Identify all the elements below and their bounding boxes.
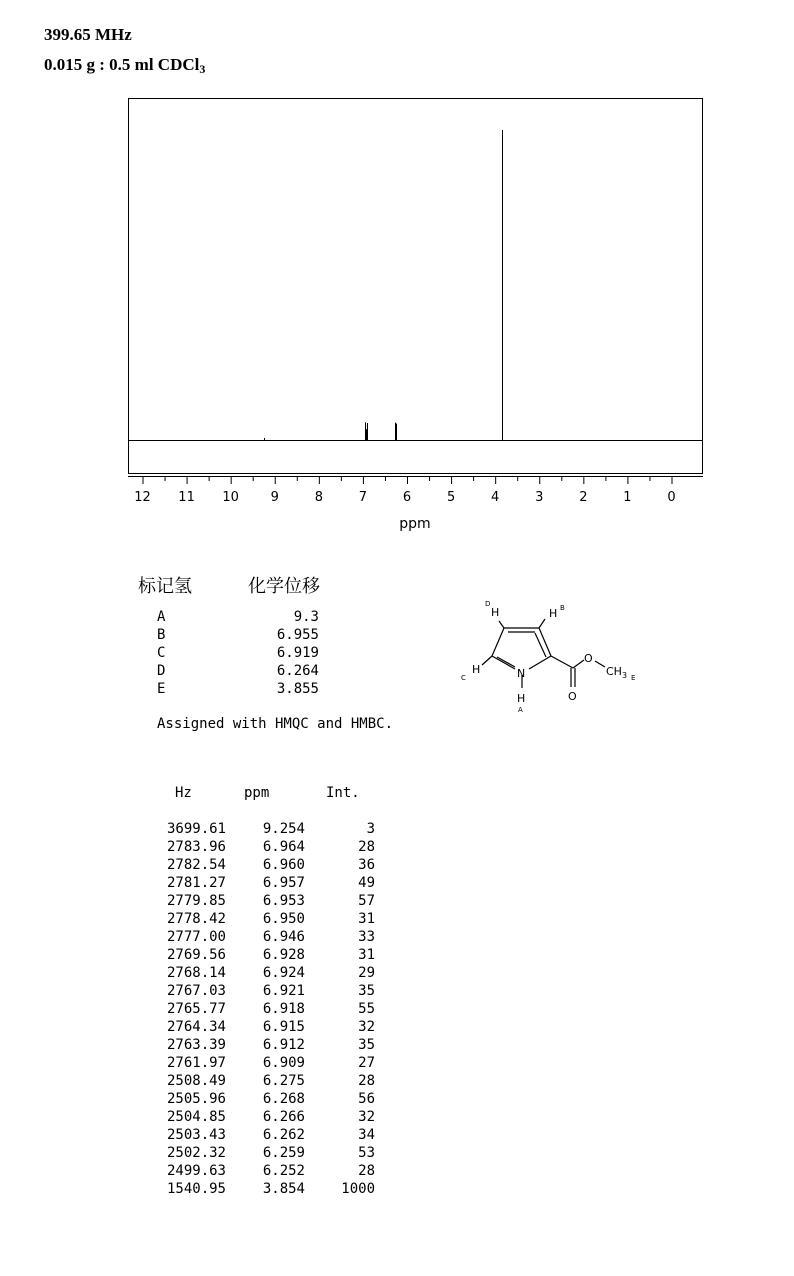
x-tick-label: 11 <box>178 490 195 505</box>
spectrometer-frequency: 399.65 MHz <box>44 25 132 44</box>
sample-subscript: 3 <box>199 62 206 76</box>
peak-hz: 2779.85 <box>166 893 226 909</box>
bond <box>499 621 504 628</box>
assignment-row <box>157 680 327 698</box>
x-tick-label: 5 <box>446 490 456 505</box>
peak-ppm: 6.912 <box>262 1037 305 1053</box>
peak-hz: 2769.56 <box>166 947 226 963</box>
peak-intensity: 35 <box>358 983 375 999</box>
bond <box>551 656 573 668</box>
peak-ppm: 6.259 <box>262 1145 305 1161</box>
peak-intensity: 36 <box>358 857 375 873</box>
peak-row <box>150 856 380 874</box>
assignment-row <box>157 608 327 626</box>
peak-hz: 2503.43 <box>166 1127 226 1143</box>
peak-hz: 2504.85 <box>166 1109 226 1125</box>
peak-row <box>150 820 380 838</box>
peak-row <box>150 1018 380 1036</box>
peak-row <box>150 892 380 910</box>
assignment-label: D <box>157 663 166 679</box>
peak-hz: 2768.14 <box>166 965 226 981</box>
peak-intensity: 32 <box>358 1109 375 1125</box>
peak-intensity: 35 <box>358 1037 375 1053</box>
assignment-shift: 9.3 <box>293 609 319 625</box>
bond <box>492 656 515 669</box>
label-column-header: 标记氢 <box>138 576 192 597</box>
x-tick-label: 10 <box>222 490 239 505</box>
peak-ppm: 6.252 <box>262 1163 305 1179</box>
peak-row <box>150 1072 380 1090</box>
assignment-shift: 6.264 <box>276 663 319 679</box>
peak-hz: 2763.39 <box>166 1037 226 1053</box>
x-tick-label: 4 <box>491 490 500 505</box>
peak-ppm: 6.953 <box>262 893 305 909</box>
label-a: A <box>518 706 523 714</box>
x-tick-label: 6 <box>402 490 412 505</box>
peak-intensity: 27 <box>358 1055 375 1071</box>
bond <box>539 628 551 656</box>
atom-h-c: H <box>472 663 481 676</box>
peak-hz: 2778.42 <box>166 911 226 927</box>
assignment-note: Assigned with HMQC and HMBC. <box>157 716 394 732</box>
peak-intensity: 1000 <box>341 1181 375 1197</box>
peak-intensity: 49 <box>358 875 375 891</box>
bond <box>573 660 584 668</box>
peak-hz: 2508.49 <box>166 1073 226 1089</box>
assignment-label: B <box>157 627 166 643</box>
peak-row <box>150 946 380 964</box>
peak-intensity: 34 <box>358 1127 375 1143</box>
peak-row <box>150 1180 380 1198</box>
peak-ppm: 6.266 <box>262 1109 305 1125</box>
peak-hz: 2767.03 <box>166 983 226 999</box>
nmr-spectrum-chart <box>0 0 794 540</box>
assignment-label: E <box>157 681 166 697</box>
peak-intensity: 33 <box>358 929 375 945</box>
peak-ppm: 6.960 <box>262 857 305 873</box>
x-tick-label: 9 <box>270 490 279 505</box>
peak-ppm: 9.254 <box>262 821 305 837</box>
peak-ppm: 6.918 <box>262 1001 305 1017</box>
peak-intensity: 28 <box>358 1073 375 1089</box>
peak-intensity: 3 <box>366 821 375 837</box>
int-header: Int. <box>326 785 360 801</box>
x-tick-label: 8 <box>314 490 323 505</box>
peak-row <box>150 1126 380 1144</box>
peak-intensity: 28 <box>358 1163 375 1179</box>
peak-hz: 2777.00 <box>166 929 226 945</box>
peak-row <box>150 1162 380 1180</box>
peak-intensity: 32 <box>358 1019 375 1035</box>
bond <box>497 657 515 667</box>
ppm-header: ppm <box>244 785 270 801</box>
peak-row <box>150 964 380 982</box>
peak-ppm: 6.950 <box>262 911 305 927</box>
peak-hz: 2765.77 <box>166 1001 226 1017</box>
peak-intensity: 31 <box>358 911 375 927</box>
plot-frame <box>129 99 703 474</box>
peak-intensity: 57 <box>358 893 375 909</box>
peak-ppm: 6.275 <box>262 1073 305 1089</box>
peak-ppm: 6.924 <box>262 965 305 981</box>
peak-row <box>150 1144 380 1162</box>
peak-row <box>150 982 380 1000</box>
bond <box>492 628 504 656</box>
peak-row <box>150 910 380 928</box>
peak-row <box>150 1090 380 1108</box>
methyl-subscript: 3 <box>621 671 628 680</box>
peak-list-table <box>150 784 380 1198</box>
bond <box>539 619 545 628</box>
assignment-row <box>157 626 327 644</box>
peak-row <box>150 928 380 946</box>
atom-h-b: H <box>549 607 558 620</box>
peak-ppm: 6.928 <box>262 947 305 963</box>
bond <box>535 633 546 657</box>
peak-intensity: 53 <box>358 1145 375 1161</box>
x-tick-label: 3 <box>535 490 544 505</box>
peak-list-rows <box>150 820 380 1198</box>
x-tick-label: 12 <box>134 490 151 505</box>
assignment-label: A <box>157 609 166 625</box>
label-b: B <box>560 604 565 612</box>
label-e: E <box>631 674 636 682</box>
peak-ppm: 6.915 <box>262 1019 305 1035</box>
bond <box>482 656 492 665</box>
atom-o-carbonyl: O <box>568 690 577 703</box>
peak-row <box>150 838 380 856</box>
peak-intensity: 28 <box>358 839 375 855</box>
x-ticks <box>134 477 675 506</box>
peak-row <box>150 1054 380 1072</box>
assignment-table <box>157 608 327 698</box>
atom-h-d: H <box>491 606 500 619</box>
assignment-shift: 3.855 <box>276 681 319 697</box>
assignment-label: C <box>157 645 166 661</box>
peak-hz: 3699.61 <box>166 821 226 837</box>
bond <box>529 656 551 669</box>
x-tick-label: 1 <box>623 490 632 505</box>
peak-row <box>150 874 380 892</box>
peak-hz: 2502.32 <box>166 1145 226 1161</box>
x-axis-label: ppm <box>399 516 431 532</box>
peak-hz: 2781.27 <box>166 875 226 891</box>
molecule-structure <box>455 595 655 720</box>
peak-hz: 2761.97 <box>166 1055 226 1071</box>
peak-intensity: 29 <box>358 965 375 981</box>
peak-hz: 2782.54 <box>166 857 226 873</box>
peak-ppm: 6.262 <box>262 1127 305 1143</box>
spectrum-peaks <box>129 130 702 441</box>
methyl-ch: CH <box>606 665 622 678</box>
sample-text: 0.015 g : 0.5 ml CDCl <box>44 55 200 74</box>
peak-hz: 2499.63 <box>166 1163 226 1179</box>
atom-h-a: H <box>517 692 526 705</box>
peak-row <box>150 1036 380 1054</box>
label-d: D <box>485 600 491 608</box>
peak-ppm: 6.957 <box>262 875 305 891</box>
peak-intensity: 55 <box>358 1001 375 1017</box>
bond <box>595 661 605 667</box>
peak-list-header <box>150 784 380 802</box>
atom-o-ether: O <box>584 652 593 665</box>
hz-header: Hz <box>175 785 192 801</box>
peak-ppm: 6.909 <box>262 1055 305 1071</box>
peak-hz: 2783.96 <box>166 839 226 855</box>
peak-row <box>150 1000 380 1018</box>
peak-ppm: 6.921 <box>262 983 305 999</box>
x-tick-label: 0 <box>667 490 676 505</box>
assignment-row <box>157 644 327 662</box>
assignment-row <box>157 662 327 680</box>
peak-intensity: 56 <box>358 1091 375 1107</box>
peak-hz: 2505.96 <box>166 1091 226 1107</box>
shift-column-header: 化学位移 <box>248 576 320 597</box>
assignment-shift: 6.919 <box>276 645 319 661</box>
peak-row <box>150 1108 380 1126</box>
peak-hz: 1540.95 <box>166 1181 226 1197</box>
peak-ppm: 3.854 <box>262 1181 305 1197</box>
peak-ppm: 6.946 <box>262 929 305 945</box>
label-c: C <box>461 674 466 682</box>
methyl-group <box>606 665 627 680</box>
peak-ppm: 6.964 <box>262 839 305 855</box>
peak-hz: 2764.34 <box>166 1019 226 1035</box>
peak-intensity: 31 <box>358 947 375 963</box>
atom-n: N <box>517 667 526 680</box>
assignment-shift: 6.955 <box>276 627 319 643</box>
x-tick-label: 2 <box>579 490 588 505</box>
peak-ppm: 6.268 <box>262 1091 305 1107</box>
x-tick-label: 7 <box>358 490 368 505</box>
